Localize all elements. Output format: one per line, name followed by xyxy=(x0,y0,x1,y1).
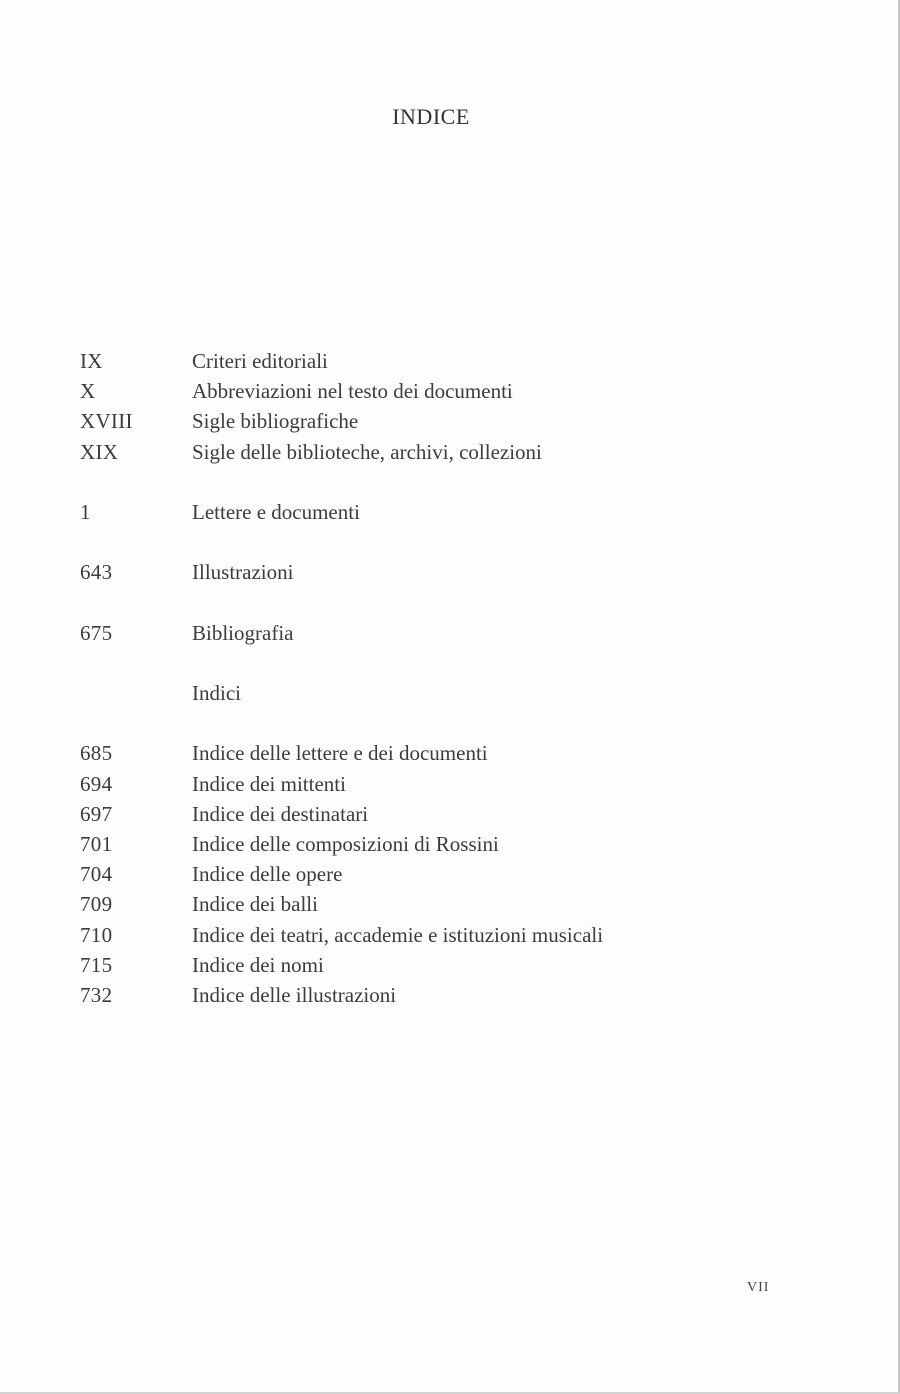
toc-page-number: 710 xyxy=(80,922,113,947)
toc-entry-illustrations xyxy=(80,557,700,587)
toc-page-number: 685 xyxy=(80,741,113,766)
toc-page-number: 675 xyxy=(80,620,113,645)
toc-entry-label: Indice delle composizioni di Rossini xyxy=(192,832,499,856)
toc-entry-label: Criteri editoriali xyxy=(192,349,328,373)
table-of-contents xyxy=(80,346,700,1010)
toc-entry xyxy=(80,859,700,889)
toc-page-number: 709 xyxy=(80,892,113,917)
toc-page-number: 732 xyxy=(80,982,113,1007)
toc-entry xyxy=(80,437,700,467)
toc-entry xyxy=(80,346,700,376)
page-folio: VII xyxy=(747,1280,770,1295)
toc-entry-label: Indice dei nomi xyxy=(192,952,324,977)
toc-entry xyxy=(80,406,700,436)
toc-entry-label: Indice dei destinatari xyxy=(192,801,369,826)
spacer xyxy=(80,588,700,618)
toc-entry-label: Lettere e documenti xyxy=(192,499,360,524)
toc-entry-label: Sigle delle biblioteche, archivi, collezioni xyxy=(192,439,542,464)
toc-entry-label: Indice dei mittenti xyxy=(192,771,346,796)
toc-page-number: IX xyxy=(80,349,103,373)
toc-entry-label: Sigle bibliografiche xyxy=(192,409,359,434)
toc-entry-label: Indice delle lettere e dei documenti xyxy=(192,741,488,766)
indices-heading: Indici xyxy=(192,681,241,706)
toc-entry xyxy=(80,799,700,829)
spacer xyxy=(80,527,700,557)
toc-page-number: X xyxy=(80,379,96,404)
toc-entry-label: Indice delle opere xyxy=(192,862,343,887)
spacer xyxy=(80,467,700,497)
page-title: INDICE xyxy=(392,104,470,129)
toc-entry-label: Indice dei balli xyxy=(192,892,318,917)
toc-entry xyxy=(80,980,700,1010)
toc-entry-bibliography xyxy=(80,618,700,648)
toc-page-number: 715 xyxy=(80,952,113,977)
toc-page-number: 697 xyxy=(80,801,113,826)
toc-entry-label: Indice dei teatri, accademie e istituzioni musicali xyxy=(192,922,604,947)
toc-page-number: XIX xyxy=(80,439,119,464)
toc-entry xyxy=(80,769,700,799)
toc-page-number: 704 xyxy=(80,862,113,887)
toc-page-number: 694 xyxy=(80,771,113,796)
spacer xyxy=(80,708,700,738)
toc-entry xyxy=(80,829,700,859)
toc-entry xyxy=(80,738,700,768)
toc-entry xyxy=(80,376,700,406)
spacer xyxy=(80,648,700,678)
toc-entry-letters xyxy=(80,497,700,527)
toc-page-number: 643 xyxy=(80,560,113,585)
toc-page-number: 1 xyxy=(80,499,91,524)
toc-page-number: XVIII xyxy=(80,409,133,434)
indices-group xyxy=(80,738,700,1010)
toc-entry-label: Bibliografia xyxy=(192,620,294,645)
toc-entry xyxy=(80,920,700,950)
toc-entry xyxy=(80,889,700,919)
toc-page-number: 701 xyxy=(80,832,113,856)
front-matter-group xyxy=(80,346,700,467)
toc-entry xyxy=(80,950,700,980)
toc-entry-label: Illustrazioni xyxy=(192,560,294,585)
indices-heading-row xyxy=(80,678,700,708)
toc-entry-label: Indice delle illustrazioni xyxy=(192,982,397,1007)
toc-entry-label: Abbreviazioni nel testo dei documenti xyxy=(192,379,513,404)
